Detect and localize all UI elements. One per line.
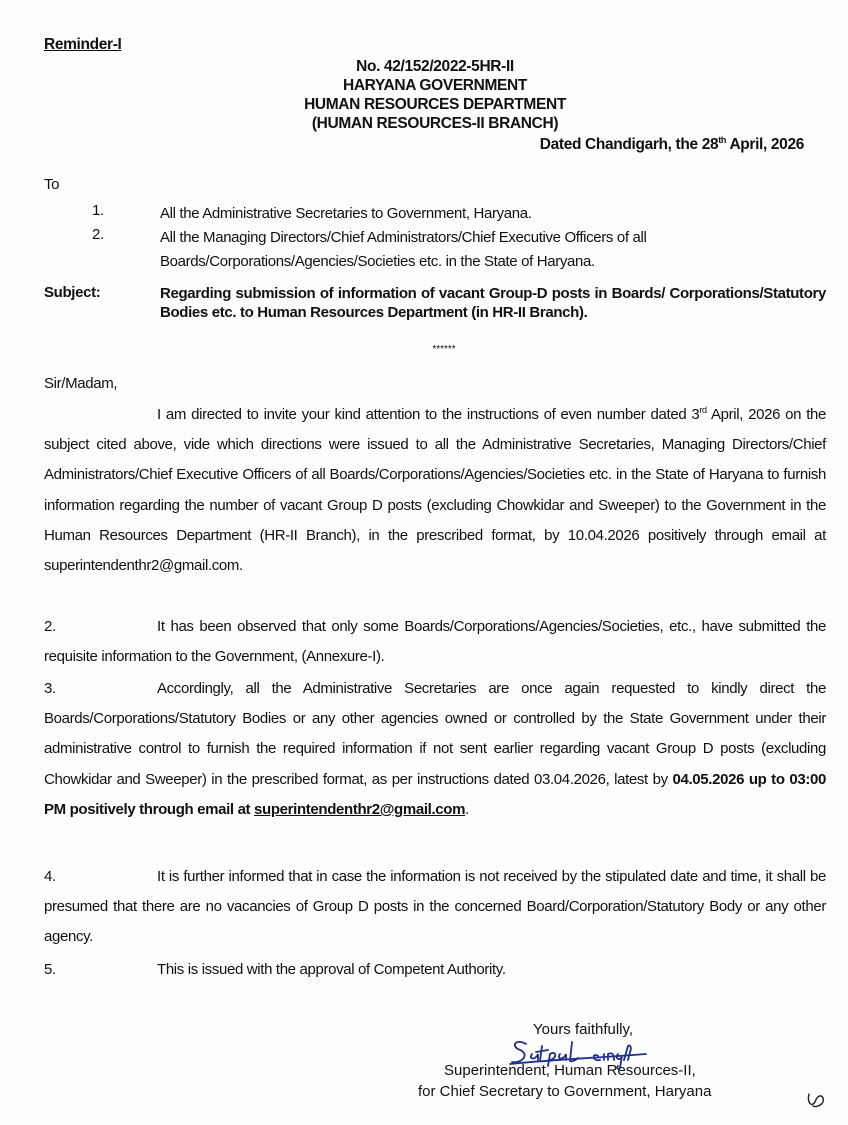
closing-text: Yours faithfully,	[533, 1021, 634, 1038]
paragraph-3: 3. Accordingly, all the Administrative Secretaries are once again requested to kindly direct the Boards/Corporations/Statutory Bodies or any other agencies owned or controlled by the State Government under their administrative control to furnish the required information if not sent earlier regarding vacant Group D posts (excluding Chowkidar and Sweeper) in the prescribed format, as per instructions dated 03.04.2026, latest by 04.05.2026 up to 03:00 PM positively through email at superintendenthr2@gmail.com.	[44, 680, 826, 818]
paragraph-5: 5. This is issued with the approval of Competent Authority.	[44, 961, 506, 978]
subject-text: Regarding submission of information of vacant Group-D posts in Boards/ Corporations/Statutory Bodies etc. to Human Resources Department (in HR-II Branch).	[160, 285, 826, 321]
designation-line-1: Superintendent, Human Resources-II,	[444, 1062, 696, 1079]
addressee-number: 2.	[92, 226, 104, 243]
paragraph-4: 4. It is further informed that in case the information is not received by the stipulated date and time, it shall be presumed that there are no vacancies of Group D posts in the concerned Board/Corporation/Statutory Body or any other agency.	[44, 868, 826, 946]
addressee-text: All the Managing Directors/Chief Administrators/Chief Executive Officers of all Boards/Corporations/Agencies/Societies etc. in the State of Haryana.	[160, 229, 647, 270]
reference-number: No. 42/152/2022-5HR-II	[356, 58, 514, 75]
designation-line-2: for Chief Secretary to Government, Haryana	[418, 1083, 712, 1100]
initial-mark-icon	[805, 1088, 827, 1112]
subject-label: Subject:	[44, 284, 101, 301]
letter-header	[0, 57, 848, 133]
date-line: Dated Chandigarh, the 28th April, 2026	[539, 135, 804, 153]
separator-stars: ******	[432, 344, 456, 355]
branch-name: (HUMAN RESOURCES-II BRANCH)	[311, 115, 559, 132]
paragraph-1: I am directed to invite your kind attention to the instructions of even number dated 3rd April, 2026 on the subject cited above, vide which directions were issued to all the Administrative Secretaries, Managing Directors/Chief Administrators/Chief Executive Officers of all Boards/Corporations/Agencies/Societies etc. in the State of Haryana to furnish information regarding the number of vacant Group D posts (excluding Chowkidar and Sweeper) to the Government in the Human Resources Department (HR-II Branch), in the prescribed format, by 10.04.2026 positively through email at superintendenthr2@gmail.com.	[44, 405, 826, 575]
email-link[interactable]: superintendenthr2@gmail.com	[254, 800, 466, 818]
government-name: HARYANA GOVERNMENT	[342, 77, 528, 94]
reminder-label: Reminder-I	[44, 36, 122, 53]
salutation: Sir/Madam,	[44, 375, 118, 392]
department-name: HUMAN RESOURCES DEPARTMENT	[304, 96, 566, 113]
addressee-text: All the Administrative Secretaries to Government, Haryana.	[160, 205, 532, 222]
paragraph-2: 2. It has been observed that only some Boards/Corporations/Agencies/Societies, etc., have submitted the requisite information to the Government, (Annexure-I).	[44, 618, 826, 666]
to-label: To	[44, 176, 60, 193]
addressee-number: 1.	[92, 202, 104, 219]
